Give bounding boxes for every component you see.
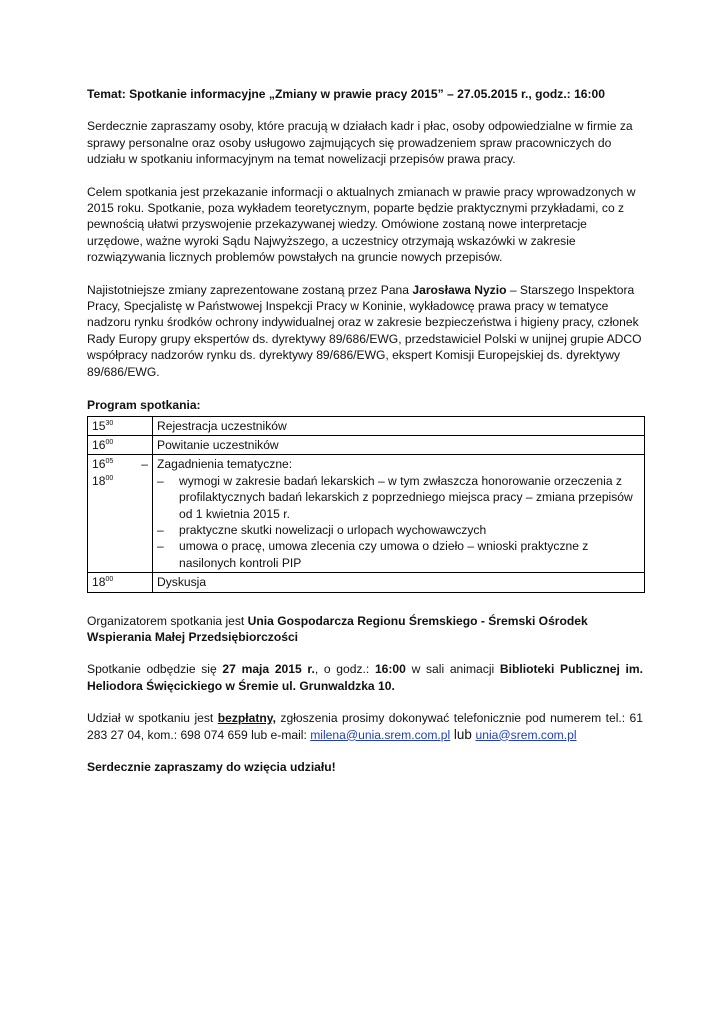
table-row bbox=[88, 455, 645, 573]
table-row bbox=[88, 416, 645, 435]
venue-name: Biblioteki Publicznej im. Heliodora Święcickiego w Śremie ul. Grunwaldzka 10. bbox=[87, 662, 643, 693]
speaker-name: Jarosława Nyzio bbox=[412, 282, 507, 297]
time-cell: $16^{00}$ bbox=[88, 435, 153, 454]
closing-line: Serdecznie zapraszamy do wzięcia udziału! bbox=[87, 760, 336, 774]
email-link-unia[interactable]: unia@srem.com.pl bbox=[475, 727, 577, 742]
time-cell: $15^{30}$ bbox=[88, 416, 153, 435]
end-time: $18^{00}$ bbox=[92, 474, 114, 489]
organizer-name: Unia Gospodarcza Regionu Śremskiego - Śremski Ośrodek Wspierania Małej Przedsiębiorczości bbox=[87, 613, 588, 644]
venue-paragraph: Spotkanie odbędzie się 27 maja 2015 r., o godz.: 16:00 w sali animacji Biblioteki Publicznej im. Heliodora Święcickiego w Śremie ul. Grunwaldzka 10. bbox=[87, 662, 643, 693]
program-table bbox=[87, 416, 645, 593]
agenda-cell: Powitanie uczestników bbox=[153, 435, 645, 454]
speaker-paragraph bbox=[87, 282, 643, 380]
topics-list bbox=[157, 473, 640, 571]
participation-paragraph: Udział w spotkaniu jest bezpłatny, zgłoszenia prosimy dokonywać telefonicznie pod numerem tel.: 61 283 27 04, kom.: 698 074 659 lub e-mail: milena@unia.srem.com.pl lub unia@srem.com.pl bbox=[87, 711, 643, 742]
time-cell: $18^{00}$ bbox=[88, 573, 153, 592]
topics-heading: Zagadnienia tematyczne: bbox=[157, 457, 293, 472]
agenda-cell: Rejestracja uczestników bbox=[153, 416, 645, 435]
meeting-time: 16:00 bbox=[374, 662, 406, 677]
agenda-cell: Dyskusja bbox=[153, 573, 645, 592]
table-row bbox=[88, 573, 645, 592]
meeting-date: 27 maja 2015 r. bbox=[222, 662, 315, 677]
table-row bbox=[88, 435, 645, 454]
free-label: bezpłatny, bbox=[217, 711, 276, 726]
agenda-cell bbox=[153, 455, 645, 573]
program-heading: Program spotkania: bbox=[87, 398, 201, 413]
document-page bbox=[87, 86, 643, 775]
speaker-text-before: Najistotniejsze zmiany zaprezentowane zostaną przez Pana bbox=[87, 282, 413, 297]
time-range bbox=[92, 456, 148, 490]
purpose-paragraph: Celem spotkania jest przekazanie informacji o aktualnych zmianach w prawie pracy wprowadzonych w 2015 roku. Spotkanie, poza wykładem teoretycznym, poparte będzie praktycznymi przykładami, co z pewnością ułatwi przyswojenie przekazywanej wiedzy. Omówione zostaną nowe interpretacje urzędowe, ważne wyroki Sądu Najwyższego, a uczestnicy otrzymają wskazówki w zakresie rozwiązywania licznych problemów powstałych na gruncie nowych przepisów. bbox=[87, 184, 636, 265]
intro-paragraph: Serdecznie zapraszamy osoby, które pracują w działach kadr i płac, osoby odpowiedzialne w firmie za sprawy personalne oraz osoby usługowo zajmujących się prowadzeniem spraw pracowniczych do udziału w spotkaniu informacyjnym na temat nowelizacji przepisów prawa pracy. bbox=[87, 119, 633, 167]
list-item: – wymogi w zakresie badań lekarskich – w tym zwłaszcza honorowanie orzeczenia z profilaktycznych badań lekarskich z poprzedniego miejsca pracy – zmiana przepisów od 1 kwietnia 2015 r. bbox=[157, 473, 640, 522]
start-time: $16^{05}$ bbox=[92, 457, 114, 472]
list-item: – umowa o pracę, umowa zlecenia czy umowa o dzieło – wnioski praktyczne z nasilonych kontroli PIP bbox=[157, 538, 640, 571]
range-dash: – bbox=[141, 457, 148, 472]
time-cell bbox=[88, 455, 153, 573]
speaker-text-after: – Starszego Inspektora Pracy, Specjalistę w Państwowej Inspekcji Pracy w Koninie, wykładowcę prawa pracy w tematyce nadzoru rynku środków ochrony indywidualnej oraz w zakresie bezpieczeństwa i higieny pracy, członek Rady Europy grupy ekspertów ds. dyrektywy 89/686/EWG, przedstawiciel Polski w unijnej grupie ADCO współpracy nadzorów rynku ds. dyrektywy 89/686/EWG, ekspert Komisji Europejskiej ds. dyrektywy 89/686/EWG. bbox=[87, 282, 642, 379]
document-title: Temat: Spotkanie informacyjne „Zmiany w prawie pracy 2015” – 27.05.2015 r., godz.: 16:00 bbox=[87, 87, 606, 101]
list-item: – praktyczne skutki nowelizacji o urlopach wychowawczych bbox=[157, 522, 640, 538]
email-link-milena[interactable]: milena@unia.srem.com.pl bbox=[310, 727, 451, 742]
organizer-paragraph: Organizatorem spotkania jest Unia Gospodarcza Regionu Śremskiego - Śremski Ośrodek Wspierania Małej Przedsiębiorczości bbox=[87, 613, 588, 644]
